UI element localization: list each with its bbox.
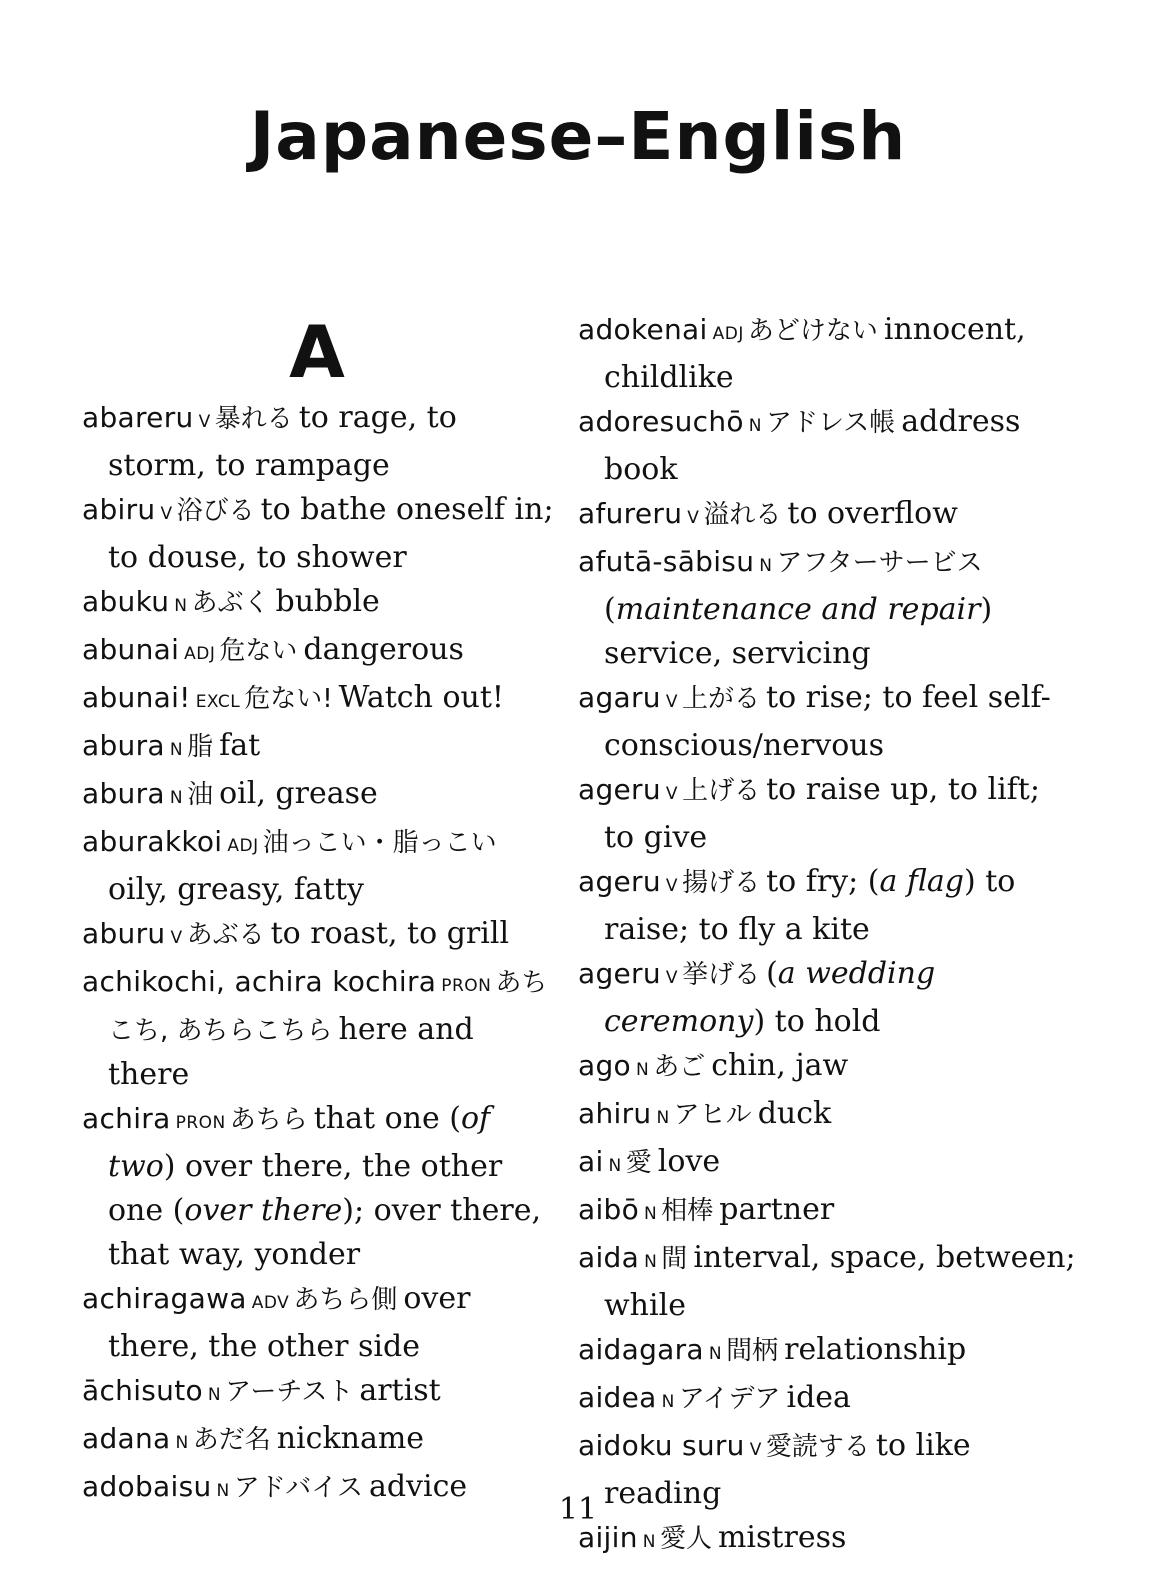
entry-headword: ai	[578, 1145, 604, 1178]
entry-definition: to rage, to storm, to rampage	[108, 400, 457, 483]
entry-headword: aidoku suru	[578, 1429, 745, 1462]
entry-part-of-speech: N	[644, 1252, 658, 1272]
entry-japanese: 浴びる	[176, 496, 255, 526]
entry-headword: afutā-sābisu	[578, 545, 755, 578]
entry-japanese: 危ない!	[244, 684, 333, 714]
dictionary-entry	[578, 768, 1078, 860]
entry-japanese: あちら	[229, 1105, 308, 1135]
entry-part-of-speech: V	[665, 876, 679, 896]
page-title: Japanese–English	[249, 98, 907, 175]
entry-japanese: あちこち, あちらこちら	[108, 968, 548, 1046]
entry-japanese: アーチスト	[225, 1377, 354, 1407]
entry-part-of-speech: V	[170, 928, 183, 948]
entry-part-of-speech: N	[207, 1385, 222, 1405]
entry-japanese: 揚げる	[682, 868, 761, 898]
entry-part-of-speech: N	[169, 740, 184, 760]
entry-definition: relationship	[784, 1332, 967, 1367]
entry-part-of-speech: V	[749, 1440, 762, 1460]
entry-part-of-speech: N	[169, 788, 184, 808]
dictionary-entry	[82, 628, 560, 676]
entry-headword: adana	[82, 1422, 171, 1455]
entry-japanese: 間柄	[726, 1336, 779, 1366]
entry-headword: abuku	[82, 585, 170, 618]
entry-definition: bubble	[275, 584, 380, 619]
entry-definition: oily, greasy, fatty	[108, 872, 364, 907]
entry-part-of-speech: N	[708, 1344, 723, 1364]
dictionary-entry	[578, 1376, 1078, 1424]
entry-part-of-speech: V	[665, 968, 679, 988]
entry-headword: abareru	[82, 401, 194, 434]
entry-japanese: あぶく	[191, 588, 270, 618]
dictionary-entry	[82, 580, 560, 628]
dictionary-entry	[82, 1097, 560, 1277]
entry-japanese: アイデア	[678, 1384, 781, 1414]
entry-definition: to like reading	[604, 1428, 971, 1511]
entry-part-of-speech: PRON	[441, 976, 492, 996]
dictionary-entry	[82, 676, 560, 724]
entry-headword: adokenai	[578, 313, 708, 346]
entry-headword: aburu	[82, 917, 166, 950]
dictionary-entry	[578, 540, 1078, 676]
entry-japanese: アドレス帳	[766, 408, 896, 438]
entry-definition: to overflow	[787, 496, 958, 531]
entry-definition: dangerous	[303, 632, 464, 667]
entry-definition: to fry; (a flag) to raise; to fly a kite	[604, 864, 1016, 947]
entry-japanese: 挙げる	[682, 960, 761, 990]
entry-part-of-speech: N	[656, 1108, 670, 1128]
entry-definition: love	[657, 1144, 721, 1179]
entry-part-of-speech: N	[748, 416, 763, 436]
entry-part-of-speech: N	[216, 1481, 230, 1501]
left-column	[82, 308, 560, 1513]
entry-headword: adoresuchō	[578, 405, 744, 438]
dictionary-entry	[578, 676, 1078, 768]
dictionary-entry	[82, 960, 560, 1097]
dictionary-entry	[578, 952, 1078, 1044]
dictionary-entry	[82, 772, 560, 820]
section-letter: A	[289, 310, 345, 394]
entry-headword: adobaisu	[82, 1470, 212, 1503]
dictionary-entry	[578, 1044, 1078, 1092]
entry-headword: aida	[578, 1241, 640, 1274]
entry-headword: aidagara	[578, 1333, 704, 1366]
entry-japanese: アフターサービス	[776, 548, 983, 578]
entry-japanese: あご	[653, 1052, 706, 1082]
entry-part-of-speech: N	[644, 1204, 658, 1224]
entry-headword: ago	[578, 1049, 631, 1082]
entry-part-of-speech: V	[687, 508, 700, 528]
dictionary-entry	[82, 1277, 560, 1369]
entry-part-of-speech: V	[665, 692, 678, 712]
entry-part-of-speech: ADJ	[184, 644, 216, 664]
entry-part-of-speech: V	[198, 412, 211, 432]
entry-part-of-speech: PRON	[175, 1113, 226, 1133]
dictionary-entry	[578, 1236, 1078, 1328]
entry-definition: chin, jaw	[711, 1048, 849, 1083]
entry-definition: here and there	[108, 1012, 474, 1092]
entry-japanese: アヒル	[673, 1100, 752, 1130]
entry-headword: agaru	[578, 681, 661, 714]
dictionary-entry	[578, 1140, 1078, 1188]
entry-headword: aburakkoi	[82, 825, 223, 858]
entry-part-of-speech: N	[175, 1433, 189, 1453]
entry-headword: ageru	[578, 865, 661, 898]
dictionary-entry	[578, 1188, 1078, 1236]
entry-part-of-speech: N	[759, 556, 773, 576]
entry-japanese: あどけない	[747, 316, 878, 346]
entry-definition: (a wedding ceremony) to hold	[604, 956, 936, 1039]
dictionary-entry	[82, 912, 560, 960]
entry-definition: (maintenance and repair) service, servicing	[604, 592, 993, 671]
entry-part-of-speech: ADV	[251, 1293, 290, 1313]
entry-japanese: 油	[187, 780, 214, 810]
entry-headword: ageru	[578, 773, 661, 806]
dictionary-entry	[578, 308, 1078, 400]
entry-definition: over there, the other side	[108, 1281, 471, 1364]
entry-japanese: 脂	[187, 732, 214, 762]
entry-definition: to bathe oneself in; to douse, to shower	[108, 492, 554, 575]
page-number: 11	[558, 1492, 598, 1527]
entry-definition: address book	[604, 404, 1021, 487]
entry-part-of-speech: N	[642, 1532, 656, 1552]
entry-japanese: 油っこい・脂っこい	[262, 828, 497, 858]
entry-headword: afureru	[578, 497, 683, 530]
entry-headword: achiragawa	[82, 1282, 247, 1315]
entry-japanese: 愛人	[659, 1524, 712, 1554]
entry-definition: innocent, childlike	[604, 312, 1026, 395]
entry-definition: nickname	[276, 1421, 425, 1456]
entry-part-of-speech: ADJ	[227, 836, 259, 856]
entry-headword: āchisuto	[82, 1374, 203, 1407]
entry-headword: achira	[82, 1102, 171, 1135]
entry-part-of-speech: N	[661, 1392, 675, 1412]
entry-headword: abura	[82, 777, 165, 810]
entry-japanese: 溢れる	[703, 500, 782, 530]
entry-definition: idea	[786, 1380, 851, 1415]
entry-part-of-speech: N	[635, 1060, 650, 1080]
entry-headword: aijin	[578, 1521, 638, 1554]
dictionary-entry	[82, 1417, 560, 1465]
dictionary-entry	[578, 1092, 1078, 1140]
entry-headword: achikochi, achira kochira	[82, 965, 437, 998]
entry-headword: abura	[82, 729, 165, 762]
entry-headword: abiru	[82, 493, 156, 526]
entry-headword: ahiru	[578, 1097, 652, 1130]
entry-headword: aidea	[578, 1381, 657, 1414]
entry-definition: oil, grease	[219, 776, 378, 811]
entry-part-of-speech: V	[160, 504, 173, 524]
dictionary-entry	[82, 724, 560, 772]
entry-japanese: 間	[661, 1244, 688, 1274]
entry-headword: abunai!	[82, 681, 191, 714]
dictionary-entry	[82, 1369, 560, 1417]
entry-definition: to roast, to grill	[270, 916, 510, 951]
entry-japanese: あぶる	[186, 920, 265, 950]
entry-headword: ageru	[578, 957, 661, 990]
entry-part-of-speech: EXCL	[195, 692, 241, 712]
entry-definition: fat	[219, 728, 261, 763]
dictionary-entry	[82, 820, 560, 912]
entry-part-of-speech: V	[665, 784, 679, 804]
entry-definition: that one (of two) over there, the other one (over there); over there, that way, yonder	[108, 1101, 542, 1272]
entry-japanese: あだ名	[192, 1425, 271, 1455]
dictionary-entry	[82, 488, 560, 580]
entry-headword: aibō	[578, 1193, 640, 1226]
entry-definition: duck	[757, 1096, 832, 1131]
entry-headword: abunai	[82, 633, 180, 666]
dictionary-entry	[578, 1328, 1078, 1376]
dictionary-entry	[578, 492, 1078, 540]
entry-definition: to rise; to feel self-conscious/nervous	[604, 680, 1051, 763]
entry-japanese: あちら側	[293, 1285, 398, 1315]
right-column	[578, 308, 1078, 1564]
entry-japanese: アドバイス	[233, 1473, 363, 1503]
entry-definition: advice	[368, 1469, 468, 1504]
entry-definition: partner	[719, 1192, 835, 1227]
entry-japanese: 愛	[625, 1148, 652, 1178]
entry-part-of-speech: ADJ	[712, 324, 744, 344]
entry-japanese: 上がる	[682, 684, 761, 714]
entry-japanese: 上げる	[682, 776, 761, 806]
dictionary-entry	[578, 860, 1078, 952]
entry-definition: interval, space, between; while	[604, 1240, 1076, 1323]
entry-definition: Watch out!	[338, 680, 504, 715]
dictionary-entry	[82, 396, 560, 488]
entry-part-of-speech: N	[608, 1156, 622, 1176]
entry-definition: mistress	[717, 1520, 847, 1555]
dictionary-entry	[578, 400, 1078, 492]
entry-japanese: 愛読する	[765, 1432, 870, 1462]
entry-japanese: 危ない	[219, 636, 298, 666]
entry-japanese: 相棒	[661, 1196, 714, 1226]
entry-part-of-speech: N	[174, 596, 188, 616]
entry-definition: to raise up, to lift; to give	[604, 772, 1040, 855]
entry-definition: artist	[359, 1373, 441, 1408]
entry-japanese: 暴れる	[214, 404, 293, 434]
